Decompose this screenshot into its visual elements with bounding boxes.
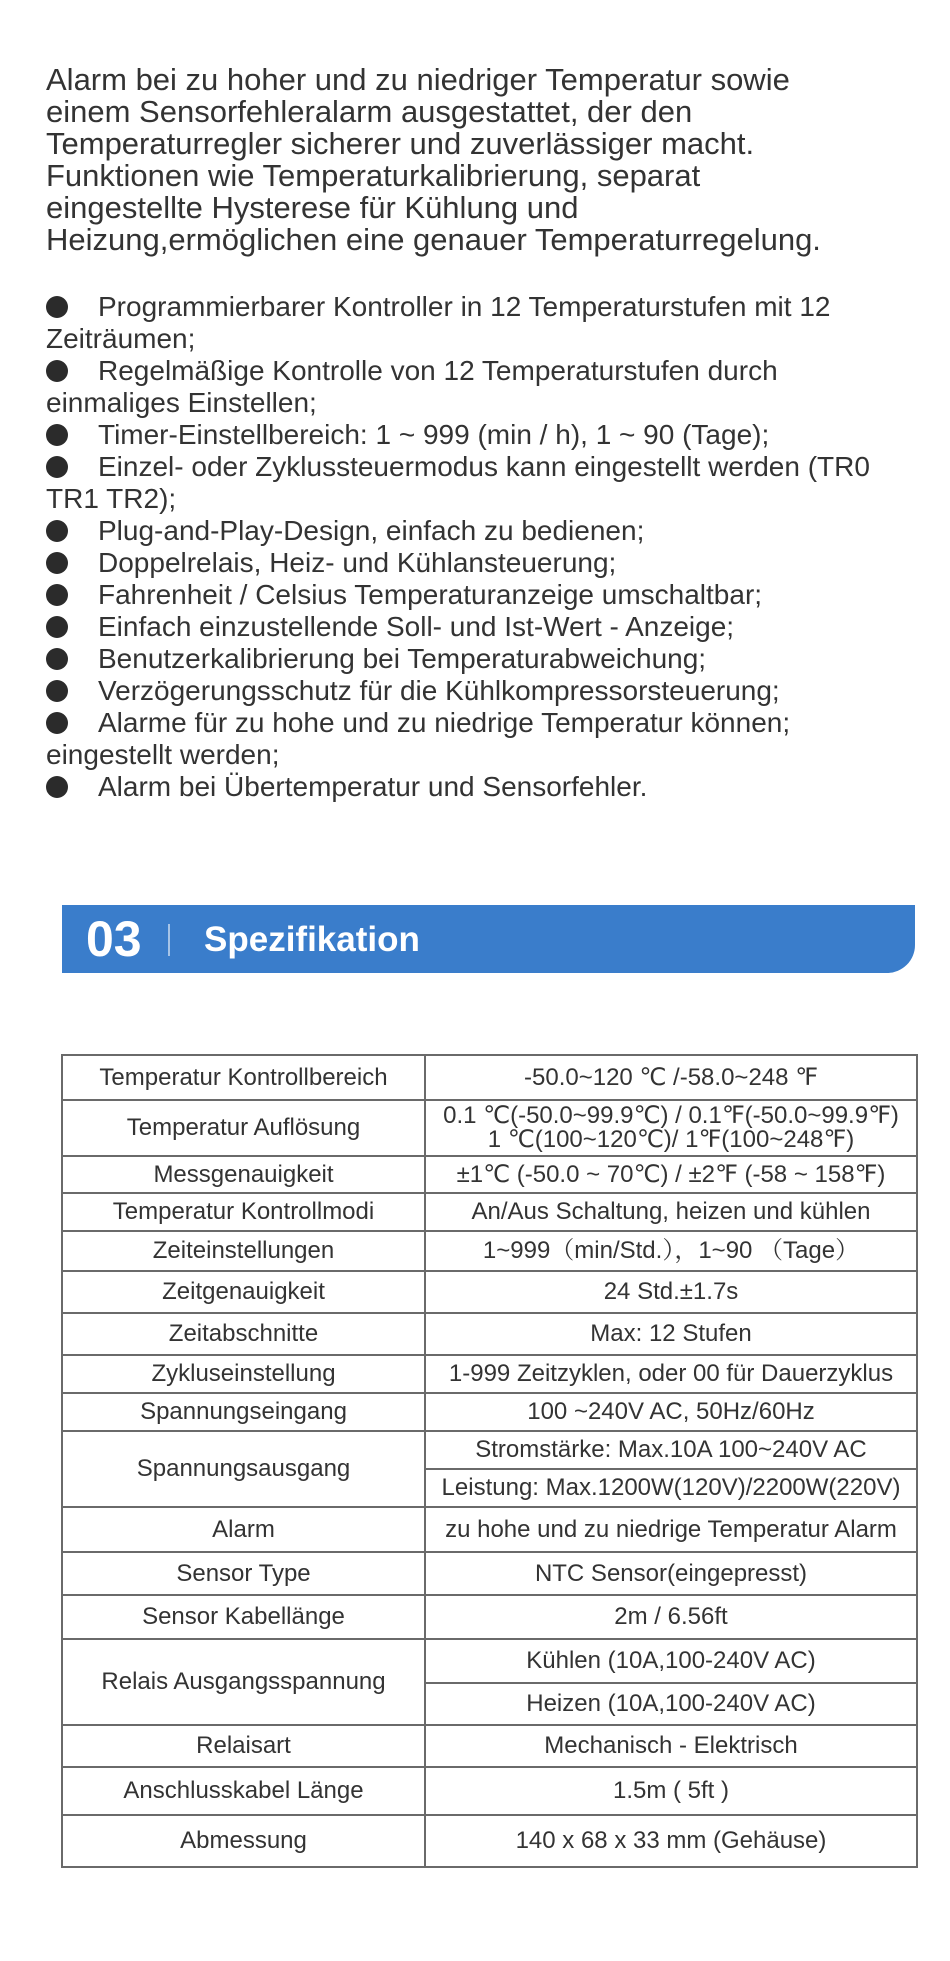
spec-value: 24 Std.±1.7s bbox=[425, 1271, 917, 1313]
spec-row bbox=[62, 1313, 917, 1355]
spec-value: 2m / 6.56ft bbox=[425, 1595, 917, 1639]
feature-text-cont: eingestellt werden; bbox=[46, 739, 280, 770]
feature-text: Fahrenheit / Celsius Temperaturanzeige umschaltbar; bbox=[98, 579, 763, 610]
bullet-icon bbox=[46, 616, 68, 638]
spec-label: Sensor Kabellänge bbox=[62, 1595, 425, 1639]
spec-row bbox=[62, 1815, 917, 1867]
spec-value: An/Aus Schaltung, heizen und kühlen bbox=[425, 1193, 917, 1231]
feature-item bbox=[46, 675, 936, 707]
feature-item bbox=[46, 579, 936, 611]
spec-value: 1~999（min/Std.），1~90 （Tage） bbox=[425, 1231, 917, 1271]
feature-item bbox=[46, 451, 936, 515]
feature-text: Doppelrelais, Heiz- und Kühlansteuerung; bbox=[98, 547, 617, 578]
spec-row bbox=[62, 1271, 917, 1313]
spec-label: Spannungsausgang bbox=[62, 1431, 425, 1507]
feature-text: Einzel- oder Zyklussteuermodus kann eingestellt werden (TR0 bbox=[98, 451, 870, 482]
spec-row bbox=[62, 1767, 917, 1815]
spec-label: Alarm bbox=[62, 1507, 425, 1552]
spec-label: Temperatur Kontrollbereich bbox=[62, 1055, 425, 1100]
spec-label: Zykluseinstellung bbox=[62, 1355, 425, 1393]
spec-row bbox=[62, 1725, 917, 1767]
spec-value: Kühlen (10A,100-240V AC) bbox=[425, 1639, 917, 1683]
spec-label: Relais Ausgangsspannung bbox=[62, 1639, 425, 1725]
feature-item bbox=[46, 611, 936, 643]
spec-value: Heizen (10A,100-240V AC) bbox=[425, 1683, 917, 1725]
section-header-banner bbox=[62, 905, 915, 973]
bullet-icon bbox=[46, 360, 68, 382]
feature-text: Programmierbarer Kontroller in 12 Temperaturstufen mit 12 bbox=[98, 291, 831, 322]
spec-row bbox=[62, 1055, 917, 1100]
spec-label: Zeitabschnitte bbox=[62, 1313, 425, 1355]
spec-label: Messgenauigkeit bbox=[62, 1156, 425, 1193]
spec-label: Sensor Type bbox=[62, 1552, 425, 1595]
bullet-icon bbox=[46, 776, 68, 798]
feature-text-cont: TR1 TR2); bbox=[46, 483, 177, 514]
feature-text: Plug-and-Play-Design, einfach zu bedienen; bbox=[98, 515, 645, 546]
section-number: 03 bbox=[86, 911, 142, 967]
bullet-icon bbox=[46, 520, 68, 542]
spec-label: Temperatur Auflösung bbox=[62, 1100, 425, 1156]
spec-row bbox=[62, 1193, 917, 1231]
section-divider bbox=[168, 924, 170, 956]
feature-text: Alarm bei Übertemperatur und Sensorfehler. bbox=[98, 771, 648, 802]
spec-value: Stromstärke: Max.10A 100~240V AC bbox=[425, 1431, 917, 1469]
intro-line: einem Sensorfehleralarm ausgestattet, der den bbox=[46, 94, 693, 129]
spec-label: Spannungseingang bbox=[62, 1393, 425, 1431]
feature-text: Regelmäßige Kontrolle von 12 Temperaturstufen durch bbox=[98, 355, 778, 386]
intro-paragraph bbox=[46, 64, 926, 256]
feature-list bbox=[46, 291, 936, 803]
spec-value-line: 0.1 ℃(-50.0~99.9℃) / 0.1℉(-50.0~99.9℉) bbox=[443, 1102, 899, 1129]
bullet-icon bbox=[46, 680, 68, 702]
bullet-icon bbox=[46, 712, 68, 734]
intro-line: Funktionen wie Temperaturkalibrierung, separat bbox=[46, 158, 701, 193]
feature-item bbox=[46, 515, 936, 547]
spec-row bbox=[62, 1355, 917, 1393]
feature-text: Alarme für zu hohe und zu niedrige Temperatur können; bbox=[98, 707, 791, 738]
feature-item bbox=[46, 771, 936, 803]
feature-item bbox=[46, 643, 936, 675]
spec-row bbox=[62, 1156, 917, 1193]
spec-label: Anschlusskabel Länge bbox=[62, 1767, 425, 1815]
feature-text: Einfach einzustellende Soll- und Ist-Wert - Anzeige; bbox=[98, 611, 735, 642]
spec-value: 140 x 68 x 33 mm (Gehäuse) bbox=[425, 1815, 917, 1867]
feature-item bbox=[46, 291, 936, 355]
intro-line: Temperaturregler sicherer und zuverlässiger macht. bbox=[46, 126, 755, 161]
spec-label: Zeitgenauigkeit bbox=[62, 1271, 425, 1313]
spec-value: Leistung: Max.1200W(120V)/2200W(220V) bbox=[425, 1469, 917, 1507]
spec-row bbox=[62, 1393, 917, 1431]
feature-text: Verzögerungsschutz für die Kühlkompressorsteuerung; bbox=[98, 675, 780, 706]
feature-text: Benutzerkalibrierung bei Temperaturabweichung; bbox=[98, 643, 707, 674]
spec-value: -50.0~120 ℃ /-58.0~248 ℉ bbox=[425, 1055, 917, 1100]
spec-value: NTC Sensor(eingepresst) bbox=[425, 1552, 917, 1595]
spec-label: Abmessung bbox=[62, 1815, 425, 1867]
bullet-icon bbox=[46, 296, 68, 318]
feature-text-cont: einmaliges Einstellen; bbox=[46, 387, 317, 418]
spec-row bbox=[62, 1431, 917, 1469]
feature-item bbox=[46, 419, 936, 451]
spec-row bbox=[62, 1507, 917, 1552]
spec-value: 100 ~240V AC, 50Hz/60Hz bbox=[425, 1393, 917, 1431]
spec-value: zu hohe und zu niedrige Temperatur Alarm bbox=[425, 1507, 917, 1552]
spec-value: ±1℃ (-50.0 ~ 70℃) / ±2℉ (-58 ~ 158℉) bbox=[425, 1156, 917, 1193]
bullet-icon bbox=[46, 584, 68, 606]
spec-value: Mechanisch - Elektrisch bbox=[425, 1725, 917, 1767]
spec-value: 1-999 Zeitzyklen, oder 00 für Dauerzyklus bbox=[425, 1355, 917, 1393]
spec-row bbox=[62, 1552, 917, 1595]
feature-text-cont: Zeiträumen; bbox=[46, 323, 196, 354]
bullet-icon bbox=[46, 648, 68, 670]
feature-item bbox=[46, 707, 936, 771]
spec-row bbox=[62, 1595, 917, 1639]
spec-value: Max: 12 Stufen bbox=[425, 1313, 917, 1355]
spec-label: Zeiteinstellungen bbox=[62, 1231, 425, 1271]
spec-value-line: 1 ℃(100~120℃)/ 1℉(100~248℉) bbox=[487, 1126, 855, 1153]
intro-line: Alarm bei zu hoher und zu niedriger Temperatur sowie bbox=[46, 62, 790, 97]
spec-value: 1.5m ( 5ft ) bbox=[425, 1767, 917, 1815]
bullet-icon bbox=[46, 424, 68, 446]
bullet-icon bbox=[46, 552, 68, 574]
spec-row bbox=[62, 1100, 917, 1156]
spec-row bbox=[62, 1639, 917, 1683]
spec-label: Relaisart bbox=[62, 1725, 425, 1767]
section-title: Spezifikation bbox=[204, 920, 420, 959]
spec-table bbox=[61, 1054, 918, 1868]
feature-text: Timer-Einstellbereich: 1 ~ 999 (min / h), 1 ~ 90 (Tage); bbox=[98, 419, 770, 450]
intro-line: Heizung,ermöglichen eine genauer Temperaturregelung. bbox=[46, 222, 821, 257]
spec-row bbox=[62, 1231, 917, 1271]
spec-value bbox=[425, 1100, 917, 1156]
spec-label: Temperatur Kontrollmodi bbox=[62, 1193, 425, 1231]
bullet-icon bbox=[46, 456, 68, 478]
feature-item bbox=[46, 355, 936, 419]
feature-item bbox=[46, 547, 936, 579]
intro-line: eingestellte Hysterese für Kühlung und bbox=[46, 190, 579, 225]
